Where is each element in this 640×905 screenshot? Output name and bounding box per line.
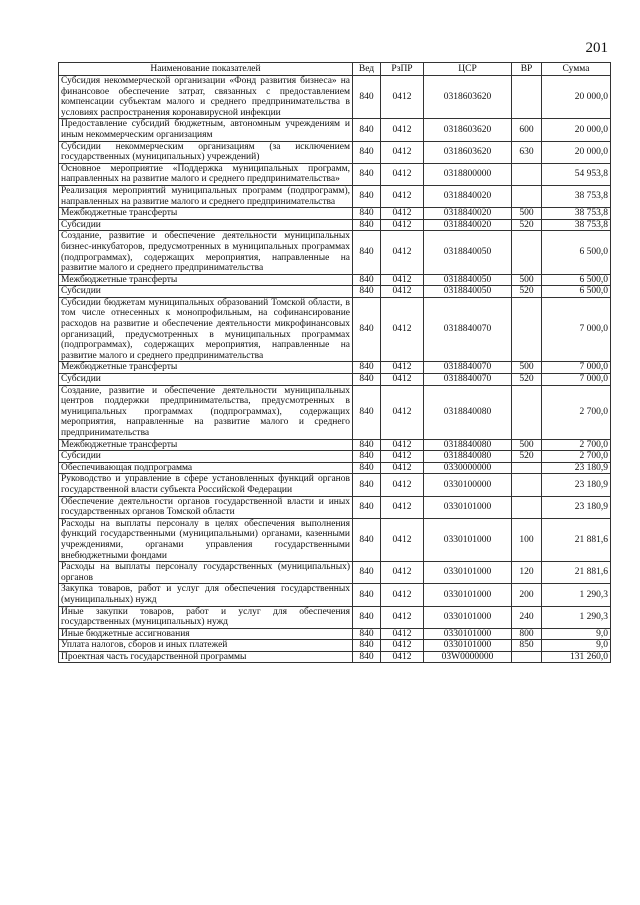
cell-ved: 840 — [353, 119, 381, 141]
cell-rzpr: 0412 — [381, 584, 424, 606]
cell-csr: 0330101000 — [424, 584, 512, 606]
cell-csr: 0318840080 — [424, 451, 512, 463]
cell-rzpr: 0412 — [381, 374, 424, 386]
table-row — [59, 584, 611, 606]
cell-rzpr: 0412 — [381, 640, 424, 652]
page-number: 201 — [585, 40, 608, 56]
cell-csr: 0330101000 — [424, 562, 512, 584]
cell-csr: 0330101000 — [424, 518, 512, 561]
cell-vr — [512, 76, 542, 119]
cell-name: Межбюджетные трансферты — [59, 274, 353, 286]
cell-rzpr: 0412 — [381, 462, 424, 474]
table-row — [59, 439, 611, 451]
cell-csr: 0318840070 — [424, 374, 512, 386]
cell-vr: 800 — [512, 628, 542, 640]
cell-ved: 840 — [353, 451, 381, 463]
cell-ved: 840 — [353, 496, 381, 518]
cell-vr: 520 — [512, 219, 542, 231]
table-row — [59, 76, 611, 119]
cell-ved: 840 — [353, 208, 381, 220]
cell-name: Межбюджетные трансферты — [59, 208, 353, 220]
cell-name: Руководство и управление в сфере установленных функций органов государственной власти субъекта Российской Федерации — [59, 474, 353, 496]
cell-name: Обеспечивающая подпрограмма — [59, 462, 353, 474]
table-row — [59, 219, 611, 231]
cell-ved: 840 — [353, 76, 381, 119]
cell-ved: 840 — [353, 385, 381, 439]
cell-sum: 54 953,8 — [542, 163, 611, 185]
table-row — [59, 231, 611, 274]
cell-ved: 840 — [353, 374, 381, 386]
cell-ved: 840 — [353, 474, 381, 496]
cell-sum: 9,0 — [542, 640, 611, 652]
cell-vr — [512, 297, 542, 362]
cell-sum: 9,0 — [542, 628, 611, 640]
cell-rzpr: 0412 — [381, 219, 424, 231]
cell-rzpr: 0412 — [381, 208, 424, 220]
cell-vr: 100 — [512, 518, 542, 561]
cell-sum: 6 500,0 — [542, 231, 611, 274]
cell-rzpr: 0412 — [381, 119, 424, 141]
table-row — [59, 141, 611, 163]
table-row — [59, 163, 611, 185]
header-sum: Сумма — [542, 63, 611, 76]
cell-name: Обеспечение деятельности органов государственной власти и иных государственных органов Томской области — [59, 496, 353, 518]
cell-name: Субсидии бюджетам муниципальных образований Томской области, в том числе отнесенных к монопрофильным, на софинансирование расходов на развитие и обеспечение деятельности микрофинансовых организаций, предусмотренных в муниципальных программах (подпрограммах), содержащих мероприятия, направленные на развитие малого и среднего предпринимательства — [59, 297, 353, 362]
cell-vr: 850 — [512, 640, 542, 652]
cell-csr: 0318840050 — [424, 231, 512, 274]
cell-vr — [512, 185, 542, 207]
cell-sum: 21 881,6 — [542, 518, 611, 561]
table-row — [59, 651, 611, 663]
cell-ved: 840 — [353, 439, 381, 451]
table-row — [59, 208, 611, 220]
cell-rzpr: 0412 — [381, 451, 424, 463]
cell-csr: 0318603620 — [424, 141, 512, 163]
cell-rzpr: 0412 — [381, 286, 424, 298]
table-row — [59, 562, 611, 584]
cell-csr: 0318840020 — [424, 185, 512, 207]
table-row — [59, 119, 611, 141]
cell-rzpr: 0412 — [381, 439, 424, 451]
table-row — [59, 628, 611, 640]
cell-ved: 840 — [353, 562, 381, 584]
cell-sum: 6 500,0 — [542, 274, 611, 286]
cell-csr: 0330101000 — [424, 628, 512, 640]
cell-name: Иные закупки товаров, работ и услуг для обеспечения государственных (муниципальных) нужд — [59, 606, 353, 628]
cell-name: Закупка товаров, работ и услуг для обеспечения государственных (муниципальных) нужд — [59, 584, 353, 606]
cell-ved: 840 — [353, 163, 381, 185]
cell-vr: 500 — [512, 439, 542, 451]
table-row — [59, 297, 611, 362]
table-row — [59, 374, 611, 386]
cell-name: Предоставление субсидий бюджетным, автономным учреждениям и иным некоммерческим организациям — [59, 119, 353, 141]
cell-vr: 630 — [512, 141, 542, 163]
cell-rzpr: 0412 — [381, 606, 424, 628]
cell-sum: 7 000,0 — [542, 374, 611, 386]
table-row — [59, 640, 611, 652]
cell-sum: 2 700,0 — [542, 385, 611, 439]
cell-name: Расходы на выплаты персоналу в целях обеспечения выполнения функций государственными (муниципальными) органами, казенными учреждениями, органами управления государственными внебюджетными фондами — [59, 518, 353, 561]
table-row — [59, 362, 611, 374]
cell-csr: 0318800000 — [424, 163, 512, 185]
cell-rzpr: 0412 — [381, 474, 424, 496]
cell-sum: 38 753,8 — [542, 185, 611, 207]
cell-vr — [512, 462, 542, 474]
cell-sum: 131 260,0 — [542, 651, 611, 663]
cell-sum: 20 000,0 — [542, 76, 611, 119]
cell-csr: 0318603620 — [424, 119, 512, 141]
cell-name: Расходы на выплаты персоналу государственных (муниципальных) органов — [59, 562, 353, 584]
header-name: Наименование показателей — [59, 63, 353, 76]
cell-csr: 0318840080 — [424, 385, 512, 439]
cell-csr: 0330101000 — [424, 496, 512, 518]
cell-rzpr: 0412 — [381, 518, 424, 561]
cell-ved: 840 — [353, 462, 381, 474]
cell-ved: 840 — [353, 362, 381, 374]
cell-vr: 520 — [512, 374, 542, 386]
cell-vr — [512, 651, 542, 663]
cell-vr: 600 — [512, 119, 542, 141]
cell-vr: 520 — [512, 451, 542, 463]
cell-rzpr: 0412 — [381, 141, 424, 163]
cell-name: Межбюджетные трансферты — [59, 362, 353, 374]
cell-vr: 120 — [512, 562, 542, 584]
cell-ved: 840 — [353, 640, 381, 652]
cell-ved: 840 — [353, 651, 381, 663]
cell-vr — [512, 231, 542, 274]
cell-rzpr: 0412 — [381, 185, 424, 207]
cell-rzpr: 0412 — [381, 651, 424, 663]
cell-rzpr: 0412 — [381, 274, 424, 286]
cell-ved: 840 — [353, 141, 381, 163]
cell-ved: 840 — [353, 219, 381, 231]
budget-table — [58, 62, 611, 663]
cell-csr: 0318840020 — [424, 219, 512, 231]
cell-name: Субсидии некоммерческим организациям (за исключением государственных (муниципальных) учреждений) — [59, 141, 353, 163]
header-csr: ЦСР — [424, 63, 512, 76]
cell-rzpr: 0412 — [381, 231, 424, 274]
cell-rzpr: 0412 — [381, 76, 424, 119]
cell-rzpr: 0412 — [381, 362, 424, 374]
table-row — [59, 474, 611, 496]
cell-name: Реализация мероприятий муниципальных программ (подпрограмм), направленных на развитие малого и среднего предпринимательства — [59, 185, 353, 207]
cell-sum: 23 180,9 — [542, 474, 611, 496]
cell-vr: 500 — [512, 362, 542, 374]
cell-csr: 0330000000 — [424, 462, 512, 474]
cell-sum: 6 500,0 — [542, 286, 611, 298]
table-row — [59, 385, 611, 439]
cell-vr — [512, 163, 542, 185]
cell-csr: 0318840070 — [424, 362, 512, 374]
table-row — [59, 462, 611, 474]
cell-vr: 200 — [512, 584, 542, 606]
cell-csr: 0318840070 — [424, 297, 512, 362]
cell-vr: 500 — [512, 208, 542, 220]
cell-csr: 0330101000 — [424, 640, 512, 652]
cell-sum: 38 753,8 — [542, 208, 611, 220]
cell-sum: 7 000,0 — [542, 362, 611, 374]
cell-name: Основное мероприятие «Поддержка муниципальных программ, направленных на развитие малого и среднего предпринимательства» — [59, 163, 353, 185]
cell-rzpr: 0412 — [381, 297, 424, 362]
cell-name: Иные бюджетные ассигнования — [59, 628, 353, 640]
cell-sum: 23 180,9 — [542, 462, 611, 474]
cell-name: Субсидия некоммерческой организации «Фонд развития бизнеса» на финансовое обеспечение затрат, связанных с предоставлением компенсации субъектам малого и среднего предпринимательства в условиях распространения коронавирусной инфекции — [59, 76, 353, 119]
cell-vr — [512, 496, 542, 518]
header-rzpr: РзПР — [381, 63, 424, 76]
cell-sum: 21 881,6 — [542, 562, 611, 584]
cell-sum: 38 753,8 — [542, 219, 611, 231]
cell-ved: 840 — [353, 231, 381, 274]
table-body — [59, 76, 611, 663]
cell-rzpr: 0412 — [381, 628, 424, 640]
table-row — [59, 518, 611, 561]
cell-ved: 840 — [353, 518, 381, 561]
cell-csr: 03W0000000 — [424, 651, 512, 663]
cell-name: Субсидии — [59, 451, 353, 463]
header-vr: ВР — [512, 63, 542, 76]
cell-sum: 7 000,0 — [542, 297, 611, 362]
header-row — [59, 63, 611, 76]
table-row — [59, 451, 611, 463]
cell-csr: 0318840020 — [424, 208, 512, 220]
cell-vr: 500 — [512, 274, 542, 286]
cell-vr: 240 — [512, 606, 542, 628]
cell-vr: 520 — [512, 286, 542, 298]
cell-rzpr: 0412 — [381, 496, 424, 518]
table-row — [59, 606, 611, 628]
cell-csr: 0318840050 — [424, 286, 512, 298]
cell-sum: 20 000,0 — [542, 141, 611, 163]
cell-sum: 1 290,3 — [542, 606, 611, 628]
cell-name: Создание, развитие и обеспечение деятельности муниципальных бизнес-инкубаторов, предусмотренных в муниципальных программах (подпрограммах), содержащих мероприятия, направленные на развитие малого и среднего предпринимательства — [59, 231, 353, 274]
table-row — [59, 286, 611, 298]
cell-sum: 1 290,3 — [542, 584, 611, 606]
header-ved: Вед — [353, 63, 381, 76]
cell-rzpr: 0412 — [381, 163, 424, 185]
cell-csr: 0318840080 — [424, 439, 512, 451]
cell-ved: 840 — [353, 297, 381, 362]
cell-name: Субсидии — [59, 374, 353, 386]
cell-rzpr: 0412 — [381, 385, 424, 439]
cell-ved: 840 — [353, 628, 381, 640]
cell-ved: 840 — [353, 584, 381, 606]
cell-ved: 840 — [353, 286, 381, 298]
cell-vr — [512, 474, 542, 496]
cell-csr: 0318840050 — [424, 274, 512, 286]
cell-sum: 23 180,9 — [542, 496, 611, 518]
cell-csr: 0318603620 — [424, 76, 512, 119]
cell-name: Субсидии — [59, 219, 353, 231]
cell-csr: 0330101000 — [424, 606, 512, 628]
cell-rzpr: 0412 — [381, 562, 424, 584]
cell-name: Уплата налогов, сборов и иных платежей — [59, 640, 353, 652]
cell-name: Создание, развитие и обеспечение деятельности муниципальных центров поддержки предпринимательства, предусмотренных в муниципальных программах (подпрограммах), содержащих мероприятия, направленные на развитие малого и среднего предпринимательства — [59, 385, 353, 439]
cell-sum: 2 700,0 — [542, 451, 611, 463]
cell-name: Проектная часть государственной программы — [59, 651, 353, 663]
cell-name: Межбюджетные трансферты — [59, 439, 353, 451]
cell-ved: 840 — [353, 606, 381, 628]
cell-vr — [512, 385, 542, 439]
table-row — [59, 496, 611, 518]
cell-csr: 0330100000 — [424, 474, 512, 496]
cell-sum: 20 000,0 — [542, 119, 611, 141]
table-row — [59, 185, 611, 207]
table-row — [59, 274, 611, 286]
cell-name: Субсидии — [59, 286, 353, 298]
cell-ved: 840 — [353, 185, 381, 207]
cell-sum: 2 700,0 — [542, 439, 611, 451]
cell-ved: 840 — [353, 274, 381, 286]
